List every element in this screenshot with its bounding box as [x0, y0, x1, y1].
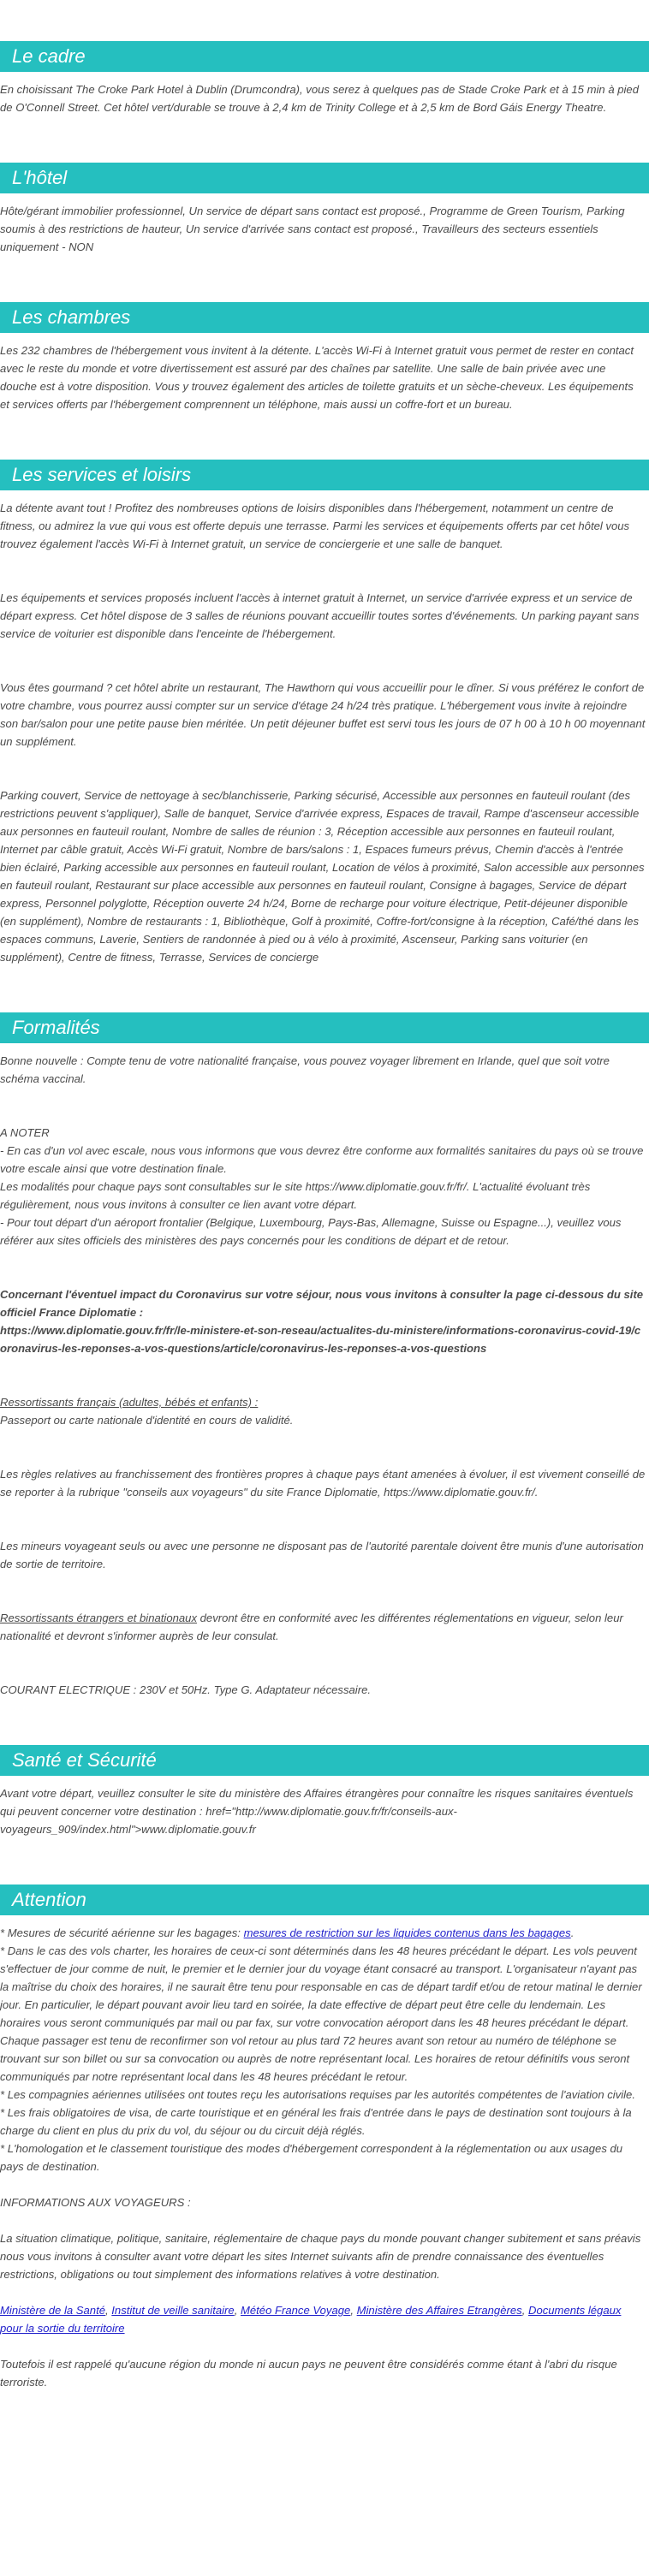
formalites-coronavirus-url: https://www.diplomatie.gouv.fr/fr/le-ministere-et-son-reseau/actualites-du-ministere/informations-coronavirus-covid-19/coronavirus-les-reponses-a-vos-questions/article/coronavirus-les-reponses-a-vos-questions — [0, 1324, 641, 1355]
attention-bagages-note — [0, 1924, 646, 1942]
section-chambres — [0, 302, 649, 413]
documents-legaux-link[interactable]: Documents légaux pour la sortie du territoire — [0, 2304, 622, 2335]
formalites-coronavirus-note: Concernant l'éventuel impact du Coronavirus sur votre séjour, nous vous invitons à consulter la page ci-dessous du site officiel France Diplomatie : — [0, 1288, 644, 1319]
section-services — [0, 460, 649, 966]
services-paragraph-2: Les équipements et services proposés incluent l'accès à internet gratuit à Internet, un service d'arrivée express et un service de départ express. Cet hôtel dispose de 3 salles de réunions pouvant accueillir toutes sortes d'événements. Un parking payant sans service de voiturier est disponible dans l'enceinte de l'hébergement. — [0, 591, 640, 640]
attention-homologation-note: * L'homologation et le classement touristique des modes d'hébergement correspondent à la réglementation ou aux usages du pays de destination. — [0, 2142, 623, 2173]
chambres-text: Les 232 chambres de l'hébergement vous invitent à la détente. L'accès Wi-Fi à Internet gratuit vous permet de rester en contact avec le reste du monde et votre divertissement est assuré par des chaînes par satellite. Une salle de bain privée avec une douche est à votre disposition. Vous y trouvez également des articles de toilette gratuits et un sèche-cheveux. Les équipements et services offerts par l'hébergement comprennent un téléphone, mais aussi un coffre-fort et un bureau. — [0, 344, 634, 411]
formalites-regles-note: Les règles relatives au franchissement des frontières propres à chaque pays étant amenées à évoluer, il est vivement conseillé de se reporter à la rubrique "conseils aux voyageurs" du site France Diplomatie, https://www.diplomatie.gouv.fr/. — [0, 1468, 646, 1499]
formalites-ressortissants-etrangers — [0, 1609, 646, 1645]
section-body-cadre — [0, 72, 649, 116]
section-sante — [0, 1745, 649, 1838]
liquides-restriction-link[interactable]: mesures de restriction sur les liquides contenus dans les bagages — [243, 1926, 571, 1939]
attention-bagages-prefix: * Mesures de sécurité aérienne sur les bagages: — [0, 1926, 244, 1939]
cadre-text: En choisissant The Croke Park Hotel à Dublin (Drumcondra), vous serez à quelques pas de Stade Croke Park et à 15 min à pied de O'Connell Street. Cet hôtel vert/durable se trouve à 2,4 km de Trinity College et à 2,5 km de Bord Gáis Energy Theatre. — [0, 83, 639, 114]
formalites-mineurs-note: Les mineurs voyageant seuls ou avec une personne ne disposant pas de l'autorité parentale doivent être munis d'une autorisation de sortie de territoire. — [0, 1540, 644, 1570]
services-paragraph-4: Parking couvert, Service de nettoyage à sec/blanchisserie, Parking sécurisé, Accessible aux personnes en fauteuil roulant (des restrictions peuvent s'appliquer), Salle de banquet, Service d'arrivée express, Espaces de travail, Rampe d'ascenseur accessible aux personnes en fauteuil roulant, Nombre de salles de réunion : 3, Réception accessible aux personnes en fauteuil roulant, Internet par câble gratuit, Accès Wi-Fi gratuit, Nombre de bars/salons : 1, Espaces fumeurs prévus, Chemin d'accès à l'entrée bien éclairé, Parking accessible aux personnes en fauteuil roulant, Location de vélos à proximité, Salon accessible aux personnes en fauteuil roulant, Restaurant sur place accessible aux personnes en fauteuil roulant, Consigne à bagages, Service de départ express, Personnel polyglotte, Réception ouverte 24 h/24, Borne de recharge pour voiture électrique, Petit-déjeuner disponible (en supplément), Nombre de restaurants : 1, Bibliothèque, Golf à proximité, Coffre-fort/consigne à la réception, Café/thé dans les espaces communs, Laverie, Sentiers de randonnée à pied ou à vélo à proximité, Ascenseur, Parking sans voiturier (en supplément), Centre de fitness, Terrasse, Services de concierge — [0, 789, 645, 964]
services-paragraph-1: La détente avant tout ! Profitez des nombreuses options de loisirs disponibles dans l'hébergement, notamment un centre de fitness, ou admirez la vue qui vous est offerte depuis une terrasse. Parmi les services et équipements offerts par cet hôtel vous trouvez également l'accès Wi-Fi à Internet gratuit, un service de conciergerie et une salle de banquet. — [0, 502, 630, 550]
attention-charter-note: * Dans le cas des vols charter, les horaires de ceux-ci sont déterminés dans les 48 heures précédant le départ. Les vols peuvent s'effectuer de jour comme de nuit, le premier et le dernier jour du voyage étant consacré au transport. L'organisateur n'ayant pas la maîtrise du choix des horaires, il ne saurait être tenu pour responsable en cas de départ tardif et/ou de retour matinal le dernier jour. En particulier, le départ pouvant avoir lieu tard en soirée, la date effective de départ peut être celle du lendemain. Les horaires vous seront communiqués par mail ou par fax, sur votre convocation aéroport dans les 48 heures précédant le départ. Chaque passager est tenu de reconfirmer son vol retour au plus tard 72 heures avant son retour au numéro de téléphone se trouvant sur son billet ou sur sa convocation ou auprès de notre représentant local. Les horaires de retour définitifs vous seront communiqués par notre représentant local dans les 48 heures précédant le retour. — [0, 1944, 642, 2083]
section-title-cadre: Le cadre — [0, 41, 649, 72]
formalites-nationality-note: Bonne nouvelle : Compte tenu de votre nationalité française, vous pouvez voyager librement en Irlande, quel que soit votre schéma vaccinal. — [0, 1054, 610, 1085]
services-paragraph-3: Vous êtes gourmand ? cet hôtel abrite un restaurant, The Hawthorn qui vous accueillir pour le dîner. Si vous préférez le confort de votre chambre, vous pourrez aussi compter sur un service d'étage 24 h/24 très pratique. L'hébergement vous invite à rejoindre son bar/salon pour une petite pause bien méritée. Un petit déjeuner buffet est servi tous les jours de 07 h 00 à 10 h 00 moyennant un supplément. — [0, 681, 646, 748]
link-separator: , — [350, 2304, 357, 2317]
section-body-hotel — [0, 193, 649, 256]
section-body-sante — [0, 1776, 649, 1838]
formalites-escale-note: - En cas d'un vol avec escale, nous vous informons que vous devrez être conforme aux formalités sanitaires du pays où se trouve votre escale ainsi que votre destination finale. — [0, 1144, 644, 1175]
section-body-services — [0, 490, 649, 966]
formalites-ressortissants-francais-text: Passeport ou carte nationale d'identité en cours de validité. — [0, 1414, 294, 1427]
attention-visa-note: * Les frais obligatoires de visa, de carte touristique et en général les frais d'entrée dans le pays de destination sont toujours à la charge du client en plus du prix du vol, du séjour ou du circuit déjà réglés. — [0, 2106, 632, 2137]
attention-info-title: INFORMATIONS AUX VOYAGEURS : — [0, 2196, 191, 2209]
formalites-frontalier-note: - Pour tout départ d'un aéroport frontalier (Belgique, Luxembourg, Pays-Bas, Allemagne, Suisse ou Espagne...), veuillez vous référer aux sites officiels des ministères des pays concernés pour les conditions de départ et de retour. — [0, 1216, 622, 1247]
attention-links — [0, 2301, 646, 2337]
attention-final-note: Toutefois il est rappelé qu'aucune région du monde ni aucun pays ne peuvent être considérés comme étant à l'abri du risque terroriste. — [0, 2358, 617, 2389]
section-body-formalites — [0, 1043, 649, 1699]
section-hotel — [0, 163, 649, 256]
veille-sanitaire-link[interactable]: Institut de veille sanitaire — [111, 2304, 235, 2317]
link-separator: , — [234, 2304, 241, 2317]
section-title-chambres: Les chambres — [0, 302, 649, 333]
hotel-text: Hôte/gérant immobilier professionnel, Un service de départ sans contact est proposé., Programme de Green Tourism, Parking soumis à des restrictions de hauteur, Un service d'arrivée sans contact est proposé., Travailleurs des secteurs essentiels uniquement - NON — [0, 205, 625, 253]
formalites-modalites-note: Les modalités pour chaque pays sont consultables sur le site https://www.diplomatie.gouv.fr/fr/. L'actualité évoluant très régulièrement, nous vous invitons à consulter ce lien avant votre départ. — [0, 1180, 591, 1211]
section-title-services: Les services et loisirs — [0, 460, 649, 490]
section-title-attention: Attention — [0, 1885, 649, 1915]
formalites-a-noter: A NOTER — [0, 1126, 50, 1139]
attention-compagnies-note: * Les compagnies aériennes utilisées ont toutes reçu les autorisations requises par les autorités compétentes de l'aviation civile. — [0, 2088, 635, 2101]
section-title-sante: Santé et Sécurité — [0, 1745, 649, 1776]
ministere-sante-link[interactable]: Ministère de la Santé — [0, 2304, 106, 2317]
sante-text: Avant votre départ, veuillez consulter le site du ministère des Affaires étrangères pour connaître les risques sanitaires éventuels qui peuvent concerner votre destination : href="http://www.diplomatie.gouv.fr/fr/conseils-aux-voyageurs_909/index.html">www.diplomatie.gouv.fr — [0, 1787, 634, 1836]
link-separator: , — [105, 2304, 112, 2317]
section-title-hotel: L'hôtel — [0, 163, 649, 193]
link-separator: , — [521, 2304, 528, 2317]
formalites-ressortissants-etrangers-text: devront être en conformité avec les différentes réglementations en vigueur, selon leur nationalité et devront s'informer auprès de leur consulat. — [0, 1611, 623, 1642]
section-title-formalites: Formalités — [0, 1012, 649, 1043]
formalites-ressortissants-francais-title: Ressortissants français (adultes, bébés et enfants) : — [0, 1396, 259, 1409]
formalites-ressortissants-etrangers-title: Ressortissants étrangers et binationaux — [0, 1611, 197, 1624]
section-attention — [0, 1885, 649, 2391]
section-body-chambres — [0, 333, 649, 413]
section-body-attention — [0, 1915, 649, 2391]
section-formalites — [0, 1012, 649, 1699]
section-cadre — [0, 41, 649, 116]
formalites-courant-electrique: COURANT ELECTRIQUE : 230V et 50Hz. Type G. Adaptateur nécessaire. — [0, 1683, 371, 1696]
attention-info-text: La situation climatique, politique, sanitaire, réglementaire de chaque pays du monde pouvant changer subitement et sans préavis nous vous invitons à consulter avant votre départ les sites Internet suivants afin de prendre connaissance des éventuelles restrictions, obligations ou tout simplement des informations relatives à votre destination. — [0, 2232, 641, 2281]
affaires-etrangeres-link[interactable]: Ministère des Affaires Etrangères — [356, 2304, 522, 2317]
attention-bagages-suffix: . — [570, 1926, 575, 1939]
meteo-france-link[interactable]: Météo France Voyage — [240, 2304, 351, 2317]
